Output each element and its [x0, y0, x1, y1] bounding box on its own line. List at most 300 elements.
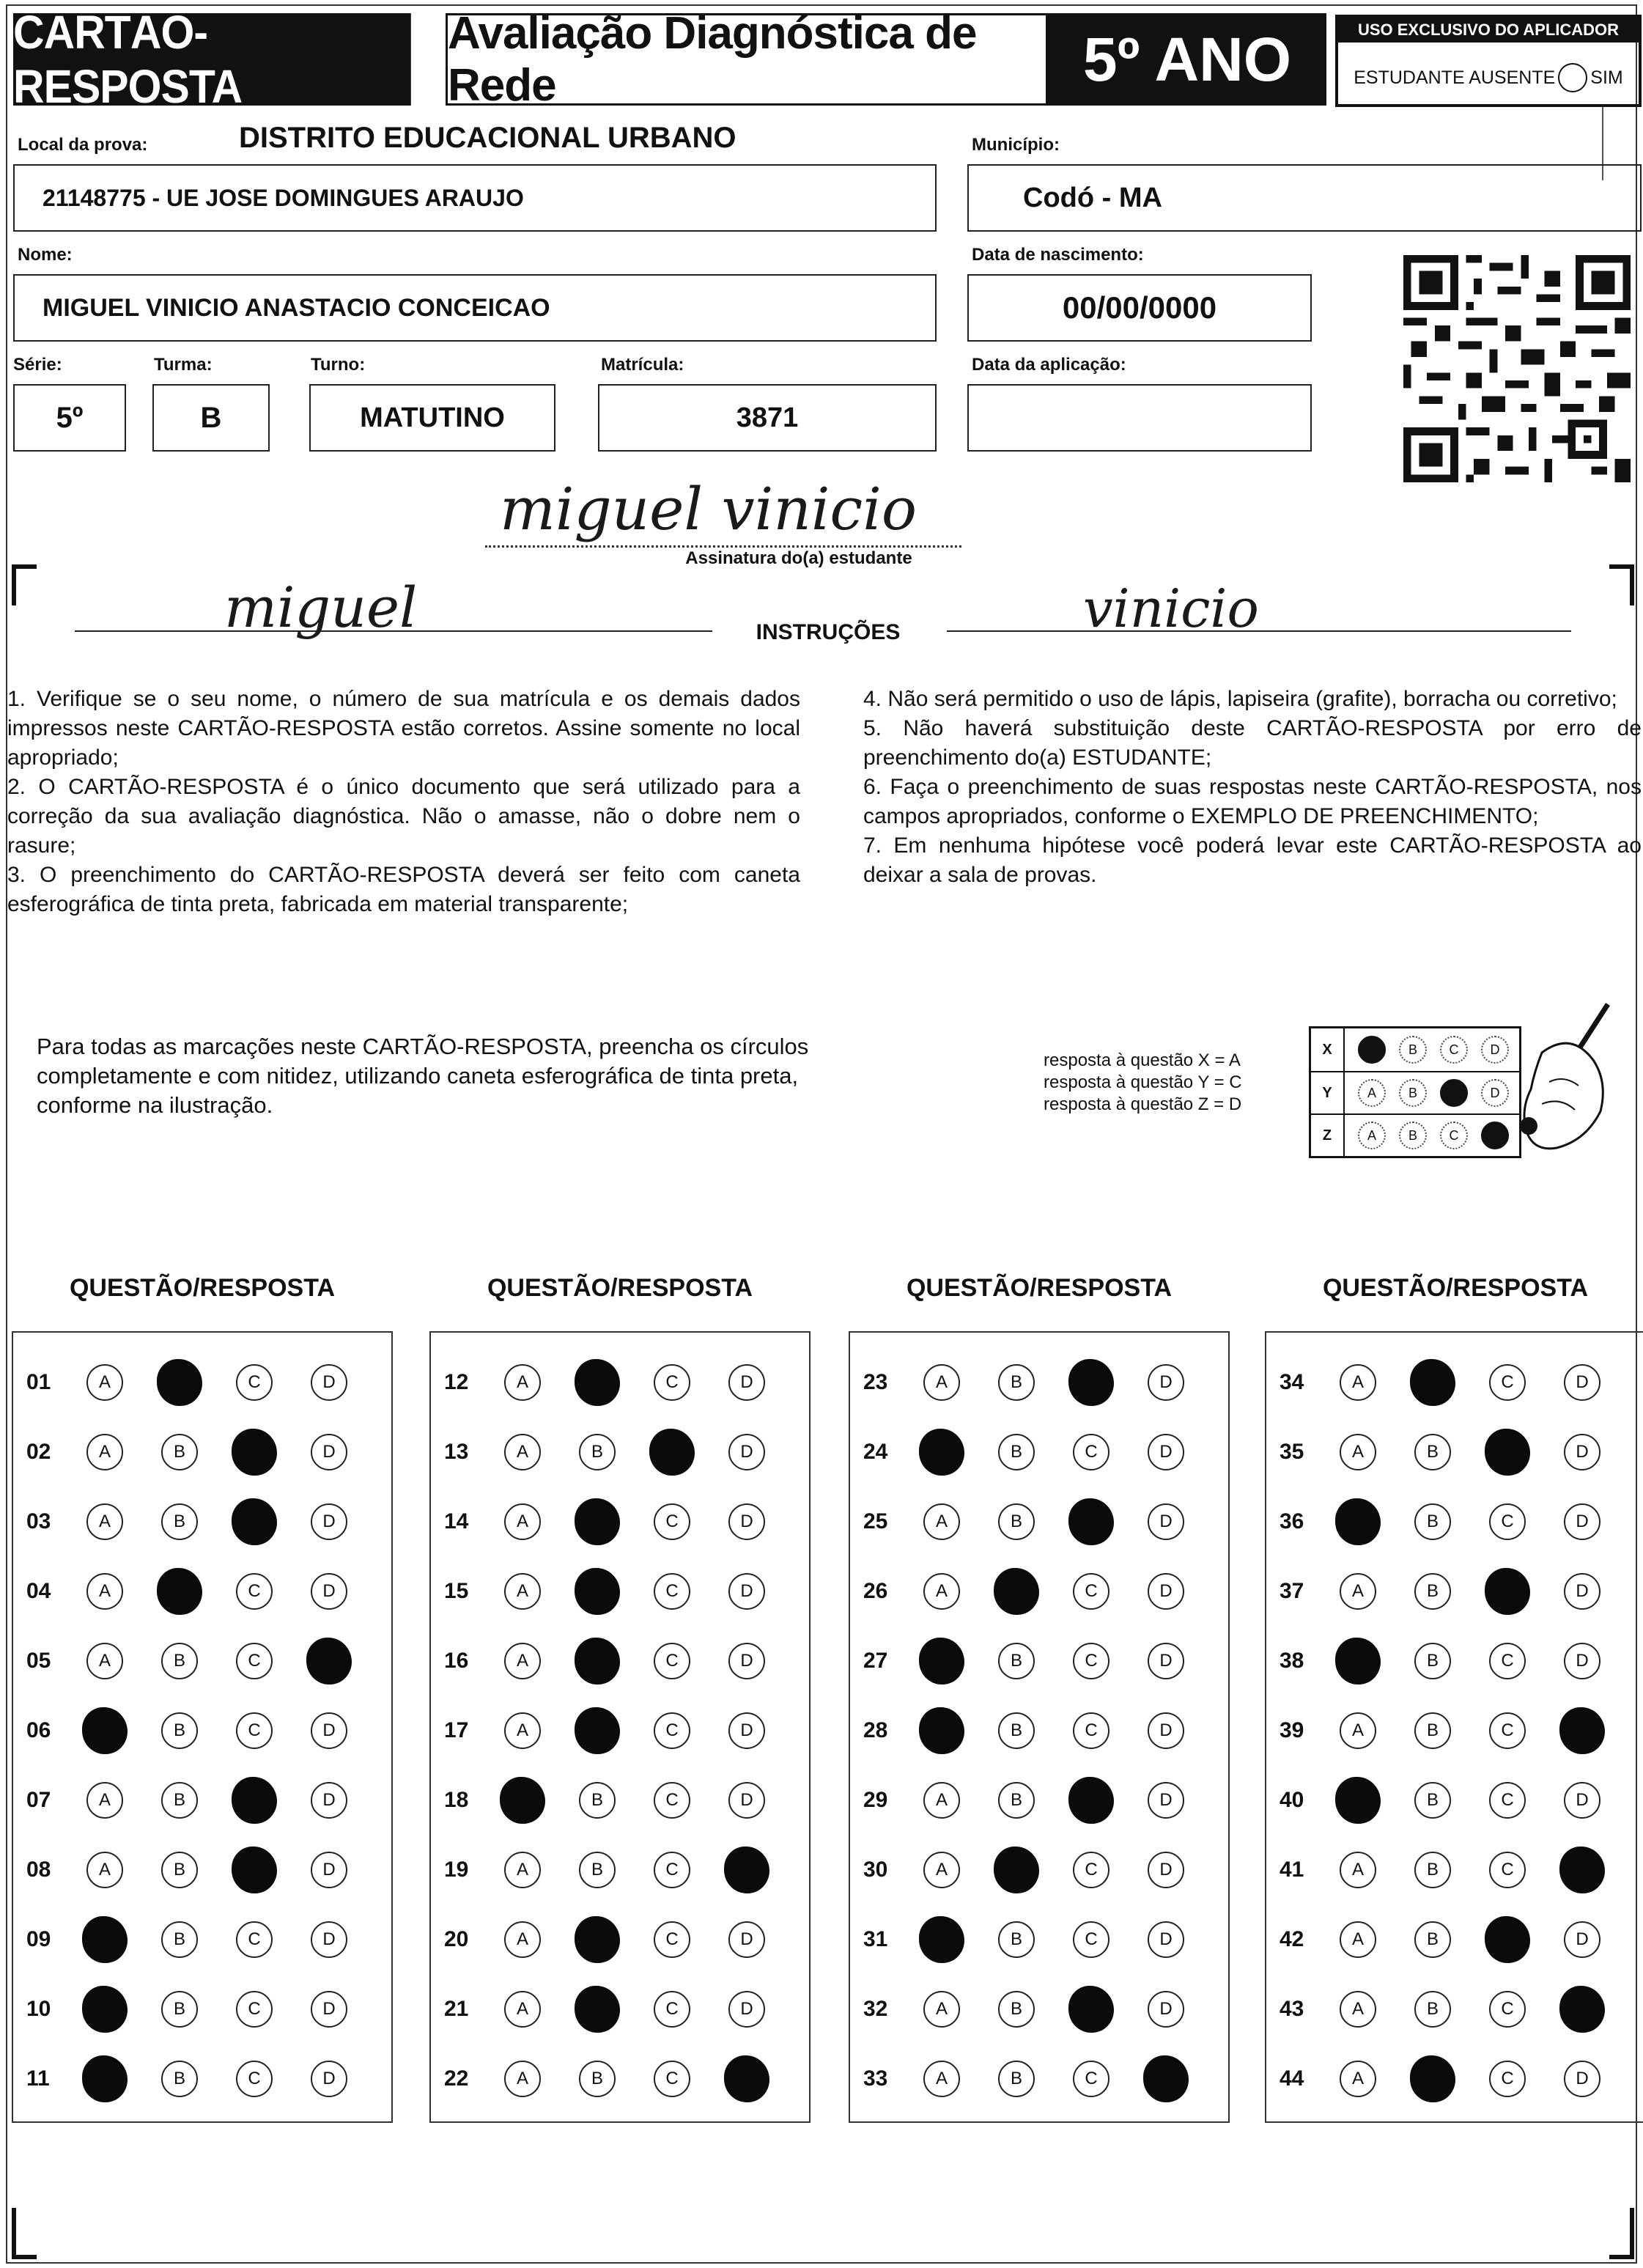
instruction-item: 3. O preenchimento do CARTÃO-RESPOSTA deverá ser feito com caneta esferográfica de tinta preta, fabricada em material transparente; — [7, 863, 800, 916]
question-number: 05 — [26, 1648, 51, 1673]
absent-bubble[interactable] — [1558, 63, 1587, 92]
question-number: 24 — [863, 1439, 888, 1464]
answer-bubble-filled[interactable] — [919, 1916, 964, 1963]
question-number: 20 — [444, 1926, 469, 1951]
question-row — [1266, 1696, 1643, 1765]
answer-bubble[interactable]: C — [236, 1364, 273, 1401]
answer-bubble[interactable]: D — [1148, 1852, 1184, 1888]
answer-bubble[interactable]: B — [579, 1852, 616, 1888]
answer-sheet — [6, 4, 1642, 2264]
question-number: 03 — [26, 1509, 51, 1534]
hand-pen-icon — [1498, 1001, 1615, 1177]
answer-bubble-filled[interactable] — [1559, 1986, 1605, 2033]
question-row — [431, 1904, 809, 1974]
question-row — [1266, 1556, 1643, 1626]
answer-bubble[interactable]: D — [1564, 2061, 1600, 2097]
example-bubble: D — [1481, 1036, 1509, 1064]
question-number: 02 — [26, 1439, 51, 1464]
answer-bubble-filled[interactable] — [919, 1707, 964, 1754]
column-title: QUESTÃO/RESPOSTA — [69, 1274, 336, 1302]
instructions-title: INSTRUÇÕES — [756, 620, 901, 644]
question-row — [13, 1974, 391, 2044]
student-signature: miguel vinicio — [500, 475, 917, 543]
answer-bubble-filled[interactable] — [575, 1916, 620, 1963]
answer-bubble-filled[interactable] — [1485, 1916, 1530, 1963]
answer-bubble[interactable]: D — [311, 1364, 347, 1401]
question-row — [13, 1904, 391, 1974]
answer-bubble-filled[interactable] — [1068, 1498, 1114, 1545]
answer-bubble[interactable]: B — [1414, 1852, 1451, 1888]
example-row — [1311, 1113, 1519, 1156]
answer-bubble[interactable]: A — [923, 2061, 960, 2097]
answer-bubble[interactable]: A — [86, 1643, 123, 1679]
handwriting-right: vinicio — [1083, 578, 1259, 639]
answer-bubble[interactable]: C — [1073, 2061, 1110, 2097]
answer-bubble[interactable]: C — [654, 1643, 690, 1679]
absent-row — [1338, 56, 1639, 100]
answer-bubble-filled[interactable] — [575, 1707, 620, 1754]
answer-bubble-filled[interactable] — [157, 1359, 202, 1406]
answer-bubble[interactable]: D — [311, 1712, 347, 1749]
signature-caption: Assinatura do(a) estudante — [685, 548, 912, 568]
example-answer: resposta à questão Y = C — [1044, 1072, 1242, 1092]
answer-bubble[interactable]: B — [161, 2061, 198, 2097]
nome-field: MIGUEL VINICIO ANASTACIO CONCEICAO — [13, 274, 937, 342]
answer-bubble[interactable]: C — [1489, 2061, 1526, 2097]
answer-bubble[interactable]: B — [998, 1991, 1035, 2028]
question-number: 21 — [444, 1996, 469, 2021]
instruction-item: 6. Faça o preenchimento de suas respostas neste CARTÃO-RESPOSTA, nos campos apropriados, conforme o EXEMPLO DE PREENCHIMENTO; — [863, 775, 1642, 828]
answer-bubble[interactable]: C — [654, 1364, 690, 1401]
answer-bubble[interactable]: D — [1148, 1503, 1184, 1540]
answer-bubble[interactable]: B — [161, 1852, 198, 1888]
answer-bubble-filled[interactable] — [82, 1916, 128, 1963]
answer-bubble-filled[interactable] — [575, 1359, 620, 1406]
corner-mark — [12, 2208, 37, 2259]
matricula-field: 3871 — [598, 384, 937, 452]
answer-bubble[interactable]: B — [161, 1782, 198, 1819]
question-row — [850, 2044, 1228, 2113]
answer-bubble[interactable]: B — [998, 2061, 1035, 2097]
question-number: 29 — [863, 1787, 888, 1812]
answer-bubble[interactable]: A — [86, 1852, 123, 1888]
question-number: 31 — [863, 1926, 888, 1951]
answer-bubble-filled[interactable] — [157, 1568, 202, 1615]
corner-mark — [12, 564, 37, 605]
answer-bubble[interactable]: A — [86, 1434, 123, 1470]
answer-bubble[interactable]: D — [1148, 1712, 1184, 1749]
answer-bubble[interactable]: A — [1340, 1434, 1376, 1470]
example-text: Para todas as marcações neste CARTÃO-RESPOSTA, preencha os círculos completamente e com nitidez, utilizando caneta esferográfica de tinta preta, conforme na ilustração. — [37, 1034, 809, 1118]
answer-bubble-filled[interactable] — [1143, 2055, 1189, 2102]
answer-bubble[interactable]: D — [311, 1503, 347, 1540]
answer-bubble[interactable]: C — [1073, 1643, 1110, 1679]
answer-bubble[interactable]: C — [654, 1991, 690, 2028]
answer-bubble[interactable]: A — [923, 1782, 960, 1819]
answer-bubble[interactable]: C — [1489, 1364, 1526, 1401]
answer-bubble-filled[interactable] — [82, 2055, 128, 2102]
answer-bubble[interactable]: D — [728, 1643, 765, 1679]
answer-bubble[interactable]: C — [236, 1921, 273, 1958]
question-number: 01 — [26, 1369, 51, 1394]
example-row-label: Y — [1311, 1072, 1345, 1113]
answer-bubble[interactable]: D — [1148, 1921, 1184, 1958]
answer-bubble[interactable]: D — [728, 1921, 765, 1958]
answer-bubble[interactable]: D — [728, 1573, 765, 1610]
example-answers — [1044, 1050, 1307, 1116]
answer-bubble[interactable]: A — [1340, 1364, 1376, 1401]
answer-bubble[interactable]: B — [998, 1643, 1035, 1679]
answer-bubble[interactable]: A — [1340, 1852, 1376, 1888]
question-row — [431, 1487, 809, 1556]
answer-bubble[interactable]: B — [161, 1712, 198, 1749]
answer-bubble[interactable]: D — [311, 1921, 347, 1958]
answer-bubble[interactable]: C — [654, 1712, 690, 1749]
answer-bubble-filled[interactable] — [1068, 1986, 1114, 2033]
question-row — [1266, 1347, 1643, 1417]
example-answer: resposta à questão X = A — [1044, 1050, 1241, 1070]
answer-bubble[interactable]: A — [923, 1991, 960, 2028]
answer-bubble[interactable]: A — [1340, 1921, 1376, 1958]
answer-bubble[interactable]: B — [1414, 1503, 1451, 1540]
answer-bubble[interactable]: C — [1073, 1712, 1110, 1749]
answer-bubble[interactable]: C — [654, 1782, 690, 1819]
example-bubble: B — [1399, 1036, 1427, 1064]
local-district: DISTRITO EDUCACIONAL URBANO — [239, 122, 736, 154]
answer-bubble[interactable]: A — [86, 1573, 123, 1610]
turma-field: B — [152, 384, 270, 452]
answer-bubble[interactable]: A — [1340, 1991, 1376, 2028]
aplicacao-field — [967, 384, 1312, 452]
answer-bubble[interactable]: C — [654, 2061, 690, 2097]
answer-bubble-filled[interactable] — [724, 2055, 769, 2102]
nascimento-label: Data de nascimento: — [972, 245, 1144, 265]
question-row — [850, 1835, 1228, 1904]
answer-bubble[interactable]: B — [1414, 1434, 1451, 1470]
answer-bubble[interactable]: C — [1489, 1643, 1526, 1679]
example-row-label: Z — [1311, 1115, 1345, 1156]
answer-bubble[interactable]: A — [504, 1991, 541, 2028]
answer-bubble[interactable]: C — [236, 1712, 273, 1749]
example-bubble: B — [1399, 1079, 1427, 1107]
answer-bubble[interactable]: C — [654, 1852, 690, 1888]
answer-bubble[interactable]: D — [1148, 1782, 1184, 1819]
instruction-item: 4. Não será permitido o uso de lápis, lapiseira (grafite), borracha ou corretivo; — [863, 687, 1617, 711]
question-row — [13, 1626, 391, 1696]
answer-bubble[interactable]: C — [1073, 1852, 1110, 1888]
question-row — [850, 1626, 1228, 1696]
answer-bubble[interactable]: B — [998, 1364, 1035, 1401]
answer-bubble[interactable]: A — [504, 1434, 541, 1470]
answer-bubble[interactable]: D — [728, 1503, 765, 1540]
column-title: QUESTÃO/RESPOSTA — [487, 1274, 753, 1302]
answer-bubble[interactable]: C — [236, 2061, 273, 2097]
answer-bubble-filled[interactable] — [82, 1707, 128, 1754]
answer-bubble[interactable]: C — [236, 1991, 273, 2028]
question-number: 04 — [26, 1578, 51, 1603]
answer-bubble[interactable]: B — [1414, 1643, 1451, 1679]
example-bubble — [1440, 1079, 1468, 1107]
answer-bubble[interactable]: C — [1489, 1852, 1526, 1888]
answer-bubble[interactable]: D — [311, 2061, 347, 2097]
turno-field: MATUTINO — [309, 384, 555, 452]
answer-bubble[interactable]: A — [1340, 2061, 1376, 2097]
answer-bubble[interactable]: D — [1564, 1782, 1600, 1819]
answer-bubble[interactable]: D — [728, 1991, 765, 2028]
answer-bubble[interactable]: D — [1564, 1643, 1600, 1679]
question-number: 33 — [863, 2066, 888, 2091]
answer-bubble[interactable]: B — [161, 1921, 198, 1958]
answer-bubble[interactable]: D — [1148, 1991, 1184, 2028]
question-row — [431, 1626, 809, 1696]
answer-bubble-filled[interactable] — [919, 1429, 964, 1476]
answer-bubble[interactable]: A — [504, 1852, 541, 1888]
answer-bubble-filled[interactable] — [1485, 1568, 1530, 1615]
answer-bubble-filled[interactable] — [994, 1568, 1039, 1615]
answer-bubble-filled[interactable] — [1410, 1359, 1455, 1406]
absent-label: ESTUDANTE AUSENTE — [1354, 67, 1556, 88]
question-row — [431, 1556, 809, 1626]
turno-label: Turno: — [311, 355, 366, 375]
serie-field: 5º — [13, 384, 126, 452]
serie-label: Série: — [13, 355, 62, 375]
answer-bubble[interactable]: B — [161, 1434, 198, 1470]
question-row — [13, 1765, 391, 1835]
answer-bubble[interactable]: B — [161, 1991, 198, 2028]
answer-bubble[interactable]: B — [161, 1503, 198, 1540]
answer-bubble[interactable]: D — [1148, 1573, 1184, 1610]
municipio-label: Município: — [972, 135, 1060, 155]
answer-bubble[interactable]: D — [311, 1434, 347, 1470]
question-row — [431, 1696, 809, 1765]
question-number: 40 — [1280, 1787, 1304, 1812]
question-row — [13, 1696, 391, 1765]
question-row — [431, 1417, 809, 1487]
answer-bubble-filled[interactable] — [649, 1429, 695, 1476]
answer-bubble-filled[interactable] — [232, 1498, 277, 1545]
question-row — [850, 1974, 1228, 2044]
instruction-item: 2. O CARTÃO-RESPOSTA é o único documento que será utilizado para a correção da sua avaliação diagnóstica. Não o amasse, não o dobre nem o rasure; — [7, 775, 800, 858]
answer-bubble-filled[interactable] — [1485, 1429, 1530, 1476]
example-grid — [1309, 1026, 1521, 1158]
question-row — [431, 1347, 809, 1417]
answer-bubble[interactable]: A — [504, 1573, 541, 1610]
answer-bubble[interactable]: D — [1148, 1434, 1184, 1470]
question-number: 19 — [444, 1857, 469, 1882]
answer-bubble[interactable]: D — [1148, 1643, 1184, 1679]
answer-bubble[interactable]: A — [1340, 1712, 1376, 1749]
question-row — [431, 1974, 809, 2044]
answer-bubble[interactable]: A — [504, 2061, 541, 2097]
example-bubble: B — [1399, 1122, 1427, 1149]
answer-bubble[interactable]: C — [1489, 1782, 1526, 1819]
answer-bubble-filled[interactable] — [1335, 1498, 1381, 1545]
answer-bubble[interactable]: B — [998, 1782, 1035, 1819]
question-number: 08 — [26, 1857, 51, 1882]
question-row — [1266, 1974, 1643, 2044]
answer-bubble[interactable]: C — [1073, 1921, 1110, 1958]
question-number: 13 — [444, 1439, 469, 1464]
question-number: 07 — [26, 1787, 51, 1812]
question-row — [1266, 1904, 1643, 1974]
question-row — [431, 1765, 809, 1835]
answer-bubble-filled[interactable] — [994, 1847, 1039, 1893]
question-number: 16 — [444, 1648, 469, 1673]
answer-bubble[interactable]: C — [236, 1573, 273, 1610]
answer-bubble[interactable]: D — [311, 1852, 347, 1888]
instruction-item: 1. Verifique se o seu nome, o número de sua matrícula e os demais dados impressos neste CARTÃO-RESPOSTA estão corretos. Assine somente no local apropriado; — [7, 687, 800, 770]
answer-bubble-filled[interactable] — [232, 1847, 277, 1893]
answer-bubble-filled[interactable] — [1335, 1638, 1381, 1685]
question-row — [431, 2044, 809, 2113]
answer-bubble-filled[interactable] — [1559, 1847, 1605, 1893]
answer-bubble-filled[interactable] — [232, 1429, 277, 1476]
answer-bubble[interactable]: B — [998, 1503, 1035, 1540]
answer-bubble-filled[interactable] — [724, 1847, 769, 1893]
answer-bubble[interactable]: D — [728, 1434, 765, 1470]
answer-bubble[interactable]: B — [161, 1643, 198, 1679]
question-row — [850, 1417, 1228, 1487]
question-number: 38 — [1280, 1648, 1304, 1673]
question-row — [1266, 1626, 1643, 1696]
answer-bubble-filled[interactable] — [575, 1568, 620, 1615]
signature-line — [485, 545, 961, 548]
answer-bubble[interactable]: D — [311, 1573, 347, 1610]
answer-bubble[interactable]: D — [728, 1364, 765, 1401]
example-bubble — [1358, 1036, 1386, 1064]
question-row — [13, 1835, 391, 1904]
answer-bubble[interactable]: A — [86, 1364, 123, 1401]
answer-bubble[interactable]: A — [923, 1503, 960, 1540]
question-row — [13, 1417, 391, 1487]
turma-label: Turma: — [154, 355, 213, 375]
answer-bubble[interactable]: D — [728, 1712, 765, 1749]
question-row — [850, 1765, 1228, 1835]
answer-bubble-filled[interactable] — [1335, 1777, 1381, 1824]
answer-bubble[interactable]: B — [1414, 1573, 1451, 1610]
answer-bubble[interactable]: B — [579, 1782, 616, 1819]
answer-bubble[interactable]: B — [998, 1434, 1035, 1470]
example-bubble: D — [1481, 1079, 1509, 1107]
answer-bubble[interactable]: D — [1148, 1364, 1184, 1401]
answer-bubble[interactable]: A — [504, 1503, 541, 1540]
answer-column — [429, 1331, 811, 2123]
question-number: 27 — [863, 1648, 888, 1673]
answer-bubble[interactable]: A — [504, 1364, 541, 1401]
answer-bubble[interactable]: A — [86, 1782, 123, 1819]
answer-bubble[interactable]: A — [504, 1921, 541, 1958]
answer-bubble[interactable]: A — [504, 1643, 541, 1679]
answer-bubble-filled[interactable] — [1559, 1707, 1605, 1754]
question-number: 35 — [1280, 1439, 1304, 1464]
answer-bubble-filled[interactable] — [306, 1638, 352, 1685]
example-row-label: X — [1311, 1028, 1345, 1071]
answer-bubble[interactable]: A — [1340, 1573, 1376, 1610]
answer-bubble[interactable]: A — [923, 1852, 960, 1888]
question-number: 09 — [26, 1926, 51, 1951]
answer-bubble-filled[interactable] — [575, 1638, 620, 1685]
question-number: 43 — [1280, 1996, 1304, 2021]
local-field: 21148775 - UE JOSE DOMINGUES ARAUJO — [13, 164, 937, 232]
question-row — [1266, 1487, 1643, 1556]
answer-bubble-filled[interactable] — [919, 1638, 964, 1685]
answer-bubble[interactable]: D — [1564, 1573, 1600, 1610]
answer-bubble[interactable]: C — [1489, 1991, 1526, 2028]
question-row — [13, 1487, 391, 1556]
answer-bubble[interactable]: B — [579, 2061, 616, 2097]
answer-column — [1265, 1331, 1643, 2123]
question-row — [13, 1556, 391, 1626]
answer-bubble[interactable]: A — [923, 1364, 960, 1401]
answer-bubble-filled[interactable] — [1068, 1359, 1114, 1406]
answer-bubble[interactable]: B — [579, 1434, 616, 1470]
answer-bubble-filled[interactable] — [1410, 2055, 1455, 2102]
answer-bubble[interactable]: B — [1414, 1921, 1451, 1958]
answer-bubble[interactable]: D — [1564, 1364, 1600, 1401]
question-number: 15 — [444, 1578, 469, 1603]
answer-bubble-filled[interactable] — [575, 1498, 620, 1545]
answer-bubble[interactable]: B — [998, 1712, 1035, 1749]
answer-column — [12, 1331, 393, 2123]
answer-bubble-filled[interactable] — [232, 1777, 277, 1824]
example-row — [1311, 1028, 1519, 1071]
answer-bubble[interactable]: D — [311, 1782, 347, 1819]
answer-bubble[interactable]: A — [923, 1573, 960, 1610]
applicator-box-title: USO EXCLUSIVO DO APLICADOR — [1338, 18, 1639, 43]
answer-bubble[interactable]: D — [1564, 1503, 1600, 1540]
answer-bubble-filled[interactable] — [500, 1777, 545, 1824]
answer-bubble[interactable]: A — [86, 1503, 123, 1540]
example-row — [1311, 1071, 1519, 1113]
answer-bubble-filled[interactable] — [82, 1986, 128, 2033]
answer-bubble[interactable]: D — [311, 1991, 347, 2028]
answer-bubble-filled[interactable] — [575, 1986, 620, 2033]
example-bubble: C — [1440, 1036, 1468, 1064]
qr-code — [1403, 255, 1631, 482]
question-number: 39 — [1280, 1717, 1304, 1742]
question-number: 23 — [863, 1369, 888, 1394]
question-number: 32 — [863, 1996, 888, 2021]
answer-bubble[interactable]: C — [654, 1573, 690, 1610]
answer-bubble[interactable]: D — [728, 1782, 765, 1819]
answer-bubble[interactable]: C — [1073, 1573, 1110, 1610]
instruction-item: 5. Não haverá substituição deste CARTÃO-RESPOSTA por erro de preenchimento do(a) ESTUDANTE; — [863, 716, 1642, 770]
answer-bubble[interactable]: C — [236, 1643, 273, 1679]
nome-label: Nome: — [18, 245, 73, 265]
nascimento-field: 00/00/0000 — [967, 274, 1312, 342]
answer-bubble[interactable]: B — [998, 1921, 1035, 1958]
answer-bubble[interactable]: C — [654, 1503, 690, 1540]
answer-bubble[interactable]: B — [1414, 1782, 1451, 1819]
grade-year: 5º ANO — [1048, 13, 1326, 106]
answer-bubble-filled[interactable] — [1068, 1777, 1114, 1824]
answer-bubble[interactable]: B — [1414, 1991, 1451, 2028]
aplicacao-label: Data da aplicação: — [972, 355, 1126, 375]
answer-bubble[interactable]: D — [1564, 1921, 1600, 1958]
instructions-left — [7, 685, 800, 919]
answer-bubble[interactable]: B — [1414, 1712, 1451, 1749]
answer-bubble[interactable]: D — [1564, 1434, 1600, 1470]
answer-bubble[interactable]: C — [1489, 1503, 1526, 1540]
answer-bubble[interactable]: A — [504, 1712, 541, 1749]
answer-bubble[interactable]: C — [1073, 1434, 1110, 1470]
question-number: 17 — [444, 1717, 469, 1742]
column-title: QUESTÃO/RESPOSTA — [906, 1274, 1173, 1302]
local-label: Local da prova: — [18, 135, 148, 155]
answer-column — [849, 1331, 1230, 2123]
answer-bubble[interactable]: C — [654, 1921, 690, 1958]
answer-bubble[interactable]: C — [1489, 1712, 1526, 1749]
